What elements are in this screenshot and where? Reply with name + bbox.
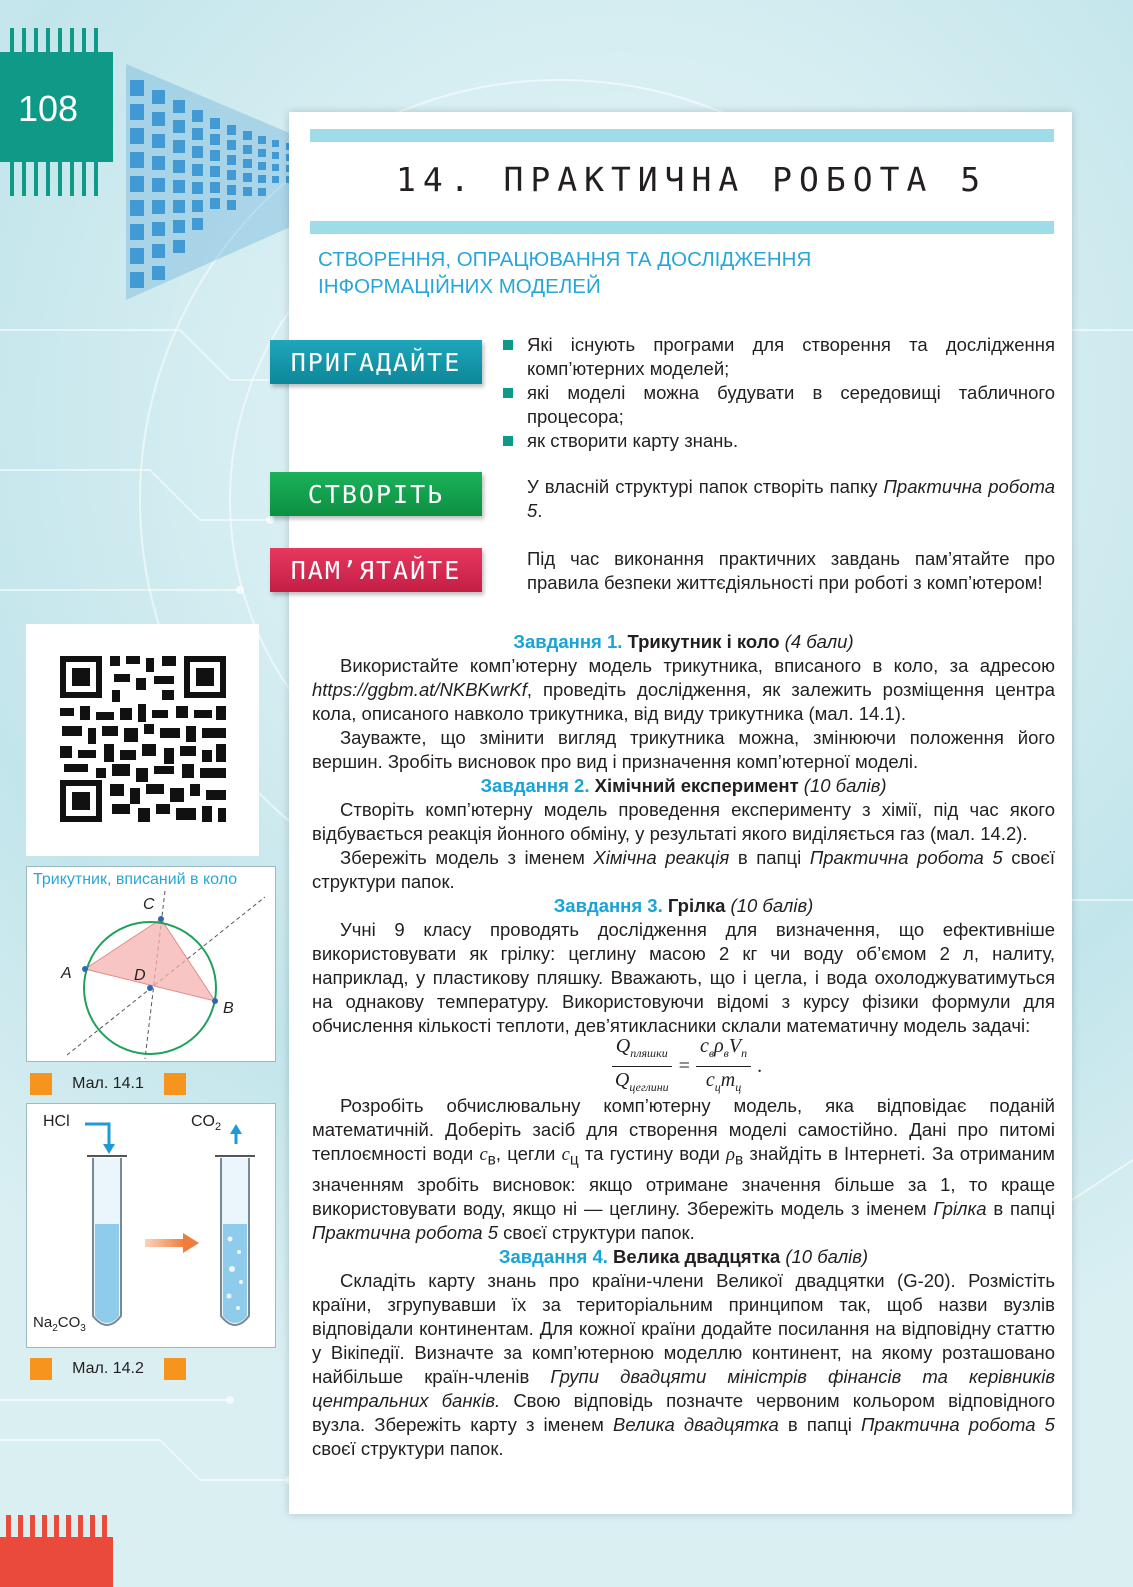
task-3-text: та густину води [578,1143,727,1164]
test-tubes-diagram [27,1104,275,1347]
chip-pins-bottom-graphic [8,162,108,196]
task-3-points: (10 балів) [730,895,814,916]
task-3-text: своєї структури папок. [498,1221,695,1243]
task-4-group-name: Групи двадцяти міністрів фінансів та керівників центральних банків. [312,1365,1055,1411]
formula [312,1034,1055,1094]
remember-list [503,333,1055,453]
mind-label: ПАМ’ЯТАЙТЕ [270,548,482,592]
na2co3-label [33,1314,86,1334]
formula-subscript: ц [714,1079,721,1094]
task-3-text: в папці [986,1197,1055,1219]
list-item: як створити карту знань. [503,429,1055,453]
mind-text: Під час виконання практичних завдань пам’ятайте про правила безпеки життєдіяльності при роботі з комп’ютером! [527,548,1055,593]
task-3-symbol: c [479,1145,488,1165]
task-4-folder-name: Практична робота 5 [861,1413,1055,1435]
formula-symbol: Q [614,1068,630,1091]
task-3-subscript: в [734,1151,744,1169]
list-item: Які існують програми для створення та дослідження комп’ютерних моделей; [503,333,1055,381]
na-text: Na [33,1314,53,1331]
task-2-model-name: Хімічна реакція [593,847,730,868]
chip-pins-top-graphic [8,28,108,54]
page-subtitle [318,246,918,300]
caption-marker [30,1358,52,1380]
caption-marker [30,1073,52,1095]
create-text [527,475,1055,523]
task-3-subscript: ц [569,1151,579,1169]
task-1-name: Трикутник і коло [627,631,780,652]
task-4-points: (10 балів) [785,1245,869,1267]
task-2-text: Збережіть модель з іменем [340,847,594,868]
task-2-name: Хімічний експеримент [594,775,799,796]
formula-equals: = [678,1055,690,1077]
figure-1-title: Трикутник, вписаний в коло [33,871,238,888]
task-4-text: Свою відповідь позначте червоним кольором відповідного вузла. Збережіть карту з іменем [312,1389,1055,1435]
create-text-before: У власній структурі папок створіть папку [527,476,884,497]
figure-2-caption [30,1358,186,1380]
qr-code[interactable] [26,624,259,856]
co2-text: CO [191,1113,215,1130]
figure-1-caption [30,1073,186,1095]
hcl-label: HCl [43,1113,70,1130]
task-4-map-name: Велика двадцятка [613,1413,779,1435]
task-2-text: своєї структури папок. [312,847,1055,892]
figure-2-caption-text: Мал. 14.2 [72,1360,144,1377]
point-c-label: C [143,896,155,913]
figure-1-caption-text: Мал. 14.1 [72,1075,144,1092]
task-1-paragraph-2: Зауважте, що змінити вигляд трикутника можна, змінюючи положення його вершин. Зробіть висновок про вид і призначення комп’ютерної моделі. [312,727,1055,772]
task-3-text: , цегли [495,1143,562,1164]
formula-subscript: цеглини [629,1079,669,1094]
formula-subscript: в [723,1045,729,1060]
task-3-symbol: c [561,1145,570,1165]
task-2-points: (10 балів) [803,775,887,796]
create-text-after: . [537,500,543,521]
page-title: 14. ПРАКТИЧНА РОБОТА 5 [396,160,988,199]
qr-code-graphic [26,624,259,856]
point-a-label: A [61,965,72,982]
figure-chemistry [26,1103,276,1348]
task-2-heading [312,774,1055,798]
co2-subscript: 2 [215,1121,222,1134]
caption-marker [164,1358,186,1380]
task-4-name: Велика двадцятка [613,1245,781,1267]
bottom-chip-graphic [0,1515,113,1587]
task-1-text: Використайте комп’ютерну модель трикутника, вписаного в коло, за адресою [340,655,1055,676]
page-number: 108 [18,88,79,129]
formula-subscript: в [708,1045,715,1060]
task-3-folder-name: Практична робота 5 [312,1221,499,1243]
task-4-text: своєї структури папок. [312,1437,504,1459]
co-subscript: 3 [80,1323,86,1334]
task-3-paragraph-2 [312,1094,1055,1245]
task-1-points: (4 бали) [784,631,854,652]
formula-lhs [611,1034,673,1099]
task-3-text: Розробіть обчислювальну комп’ютерну модель, яка відповідає поданій математичній. Доберіть засіб для створення моделі самостійно. Дані про питомі теплоємності води [312,1095,1055,1164]
task-3-heading [312,894,1055,918]
task-3-subscript: в [487,1151,496,1169]
task-1-number: Завдання 1. [513,631,623,652]
task-3-model-name: Грілка [933,1197,987,1219]
task-3-paragraph-1: Учні 9 класу проводять дослідження для визначення, що ефективніше використовувати як грілку: цеглину масою 2 кг чи воду об’ємом 2 л, налиту, наприклад, у пластикову пляшку. Вважають, що і цегла, і вода охолоджуватимуться на однакову температуру. Використовуючи відомі з курсу фізики формули для обчислення кількості теплоти, дев’ятикласники склали математичну модель задачі: [312,919,1055,1036]
formula-subscript: пляшки [630,1045,668,1060]
title-bar-bottom [310,221,1054,234]
task-4-heading [312,1245,1055,1269]
formula-symbol: Q [615,1034,631,1057]
task-3-number: Завдання 3. [553,895,663,916]
task-3-name: Грілка [667,895,726,916]
formula-dot: . [757,1055,763,1077]
na-subscript: 2 [52,1323,58,1334]
formula-symbol: V [728,1034,742,1057]
task-4-paragraph [312,1269,1055,1461]
remember-label: ПРИГАДАЙТЕ [270,340,482,384]
task-2-folder-name: Практична робота 5 [809,847,1003,868]
task-1-link[interactable]: https://ggbm.at/NKBKwrKf [312,679,527,700]
formula-subscript: ц [735,1079,742,1094]
formula-symbol: ρ [714,1034,724,1057]
task-2-paragraph-2 [312,846,1055,894]
task-2-number: Завдання 2. [480,775,590,796]
task-4-text: Складіть карту знань про країни-члени Великої двадцятки (G-20). Розмістіть країни, згрупувавши їх за територіальним принципом так, щоб назви вузлів відповідали континентам. Для кожної країни додайте посилання на відповідну статтю у Вікіпедії. Визначте за комп’ютерною моделлю континент, на якому розташовано найбільше країн-членів [312,1269,1055,1387]
task-1-heading [312,630,1055,654]
task-4-text: в папці [778,1413,861,1435]
point-b-label: B [223,1000,234,1017]
icon-wall-graphic [126,64,306,300]
task-4-number: Завдання 4. [498,1245,608,1267]
task-1-text: , проведіть дослідження, як залежить розміщення центра кола, описаного навколо трикутника, від виду трикутника (мал. 14.1). [312,679,1055,724]
task-2-paragraph-1: Створіть комп’ютерну модель проведення експерименту з хімії, під час якого відбувається реакція йонного обміну, у результаті якого виділяється газ (мал. 14.2). [312,799,1055,844]
formula-subscript: п [741,1045,748,1060]
caption-marker [164,1073,186,1095]
formula-rhs [696,1034,751,1099]
co-text: CO [57,1314,81,1331]
task-1-paragraph-1 [312,654,1055,726]
tasks-section [312,630,1055,1461]
figure-triangle-circle [26,866,276,1062]
subtitle-line-2: ІНФОРМАЦІЙНИХ МОДЕЛЕЙ [318,275,601,298]
create-label: СТВОРІТЬ [270,472,482,516]
task-3-text: знайдіть в Інтернеті. За отриманим значенням зробіть висновок: якщо отримане значення більше за 1, то краще використовувати воду, якщо ні — цеглину. Збережіть модель з іменем [312,1143,1055,1219]
formula-symbol: m [720,1068,736,1091]
create-folder-name: Практична робота 5 [527,476,1055,521]
formula-symbol: c [705,1068,715,1091]
point-d-label: D [134,967,146,984]
task-3-symbol: ρ [726,1145,735,1165]
co2-label [191,1113,221,1133]
task-2-text: в папці [729,847,810,868]
subtitle-line-1: СТВОРЕННЯ, ОПРАЦЮВАННЯ ТА ДОСЛІДЖЕННЯ [318,248,812,271]
list-item: які моделі можна будувати в середовищі табличного процесора; [503,381,1055,429]
title-bar-top [310,129,1054,142]
formula-symbol: c [699,1034,709,1057]
